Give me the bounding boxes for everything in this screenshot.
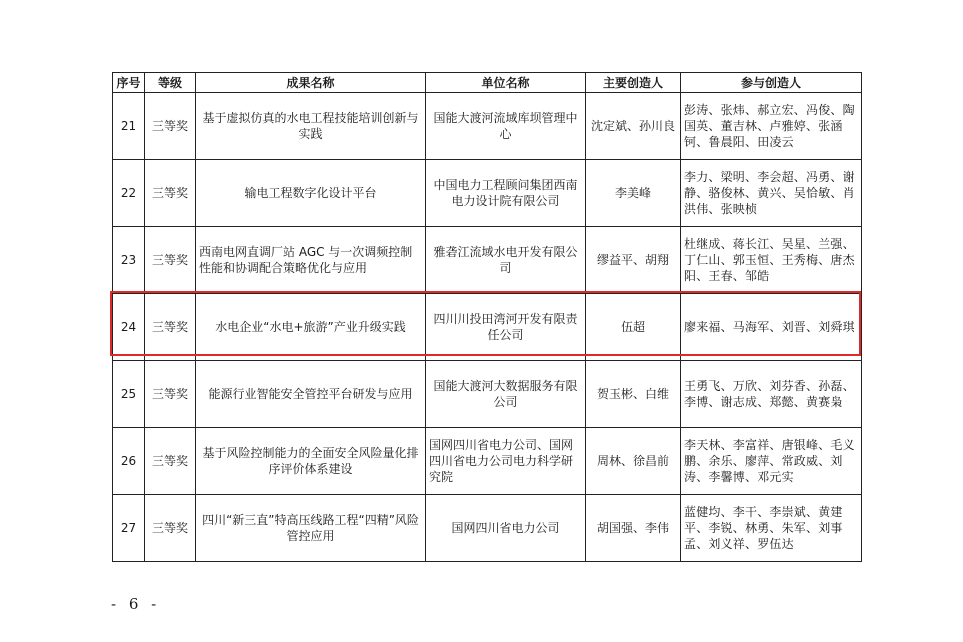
header-title: 成果名称	[196, 73, 426, 93]
header-unit: 单位名称	[426, 73, 586, 93]
cell-level: 三等奖	[145, 227, 196, 294]
cell-index: 21	[113, 93, 145, 160]
cell-level: 三等奖	[145, 160, 196, 227]
cell-title: 基于风险控制能力的全面安全风险量化排序评价体系建设	[196, 428, 426, 495]
cell-main-creators: 贺玉彬、白维	[586, 361, 681, 428]
cell-unit: 中国电力工程顾问集团西南电力设计院有限公司	[426, 160, 586, 227]
cell-title: 水电企业“水电+旅游”产业升级实践	[196, 294, 426, 361]
cell-main-creators: 沈定斌、孙川良	[586, 93, 681, 160]
cell-unit: 国能大渡河流域库坝管理中心	[426, 93, 586, 160]
cell-level: 三等奖	[145, 294, 196, 361]
cell-main-creators: 李美峰	[586, 160, 681, 227]
table-row	[113, 428, 862, 495]
cell-index: 25	[113, 361, 145, 428]
cell-level: 三等奖	[145, 93, 196, 160]
cell-unit: 国网四川省电力公司	[426, 495, 586, 562]
cell-participants: 廖来福、马海军、刘晋、刘舜琪	[681, 294, 862, 361]
cell-title: 四川“新三直”特高压线路工程“四精”风险管控应用	[196, 495, 426, 562]
cell-title: 输电工程数字化设计平台	[196, 160, 426, 227]
table-row	[113, 495, 862, 562]
table-row-highlighted	[113, 294, 862, 361]
cell-index: 27	[113, 495, 145, 562]
cell-index: 24	[113, 294, 145, 361]
cell-main-creators: 周林、徐昌前	[586, 428, 681, 495]
table-row	[113, 227, 862, 294]
cell-main-creators: 胡国强、李伟	[586, 495, 681, 562]
cell-title: 西南电网直调厂站 AGC 与一次调频控制性能和协调配合策略优化与应用	[196, 227, 426, 294]
table-row	[113, 93, 862, 160]
cell-unit: 四川川投田湾河开发有限责任公司	[426, 294, 586, 361]
table-header-row	[113, 73, 862, 93]
cell-level: 三等奖	[145, 361, 196, 428]
cell-participants: 李天林、李富祥、唐银峰、毛义鹏、余乐、廖萍、常政威、刘涛、李馨博、邓元实	[681, 428, 862, 495]
cell-index: 26	[113, 428, 145, 495]
cell-index: 22	[113, 160, 145, 227]
cell-title: 能源行业智能安全管控平台研发与应用	[196, 361, 426, 428]
cell-main-creators: 伍超	[586, 294, 681, 361]
cell-participants: 王勇飞、万欣、刘芬香、孙磊、李博、谢志成、郑懿、黄赛枭	[681, 361, 862, 428]
awards-table	[112, 72, 862, 562]
cell-unit: 雅砻江流域水电开发有限公司	[426, 227, 586, 294]
cell-participants: 彭涛、张炜、郝立宏、冯俊、陶国英、董吉林、卢雅婷、张涵钶、鲁晨阳、田凌云	[681, 93, 862, 160]
cell-level: 三等奖	[145, 428, 196, 495]
cell-participants: 杜继成、蒋长江、吴星、兰强、丁仁山、郭玉恒、王秀梅、唐杰阳、王春、邹皓	[681, 227, 862, 294]
cell-unit: 国能大渡河大数据服务有限公司	[426, 361, 586, 428]
header-level: 等级	[145, 73, 196, 93]
cell-main-creators: 缪益平、胡翔	[586, 227, 681, 294]
table-row	[113, 160, 862, 227]
header-index: 序号	[113, 73, 145, 93]
page-number: - 6 -	[111, 595, 161, 613]
cell-participants: 李力、梁明、李会超、冯勇、谢静、骆俊林、黄兴、吴恰敏、肖洪伟、张映桢	[681, 160, 862, 227]
cell-level: 三等奖	[145, 495, 196, 562]
table-row	[113, 361, 862, 428]
header-participants: 参与创造人	[681, 73, 862, 93]
cell-unit: 国网四川省电力公司、国网四川省电力公司电力科学研究院	[426, 428, 586, 495]
cell-index: 23	[113, 227, 145, 294]
cell-title: 基于虚拟仿真的水电工程技能培训创新与实践	[196, 93, 426, 160]
cell-participants: 蓝健均、李干、李崇斌、黄建平、李锐、林勇、朱军、刘事孟、刘义祥、罗伍达	[681, 495, 862, 562]
header-main-creators: 主要创造人	[586, 73, 681, 93]
